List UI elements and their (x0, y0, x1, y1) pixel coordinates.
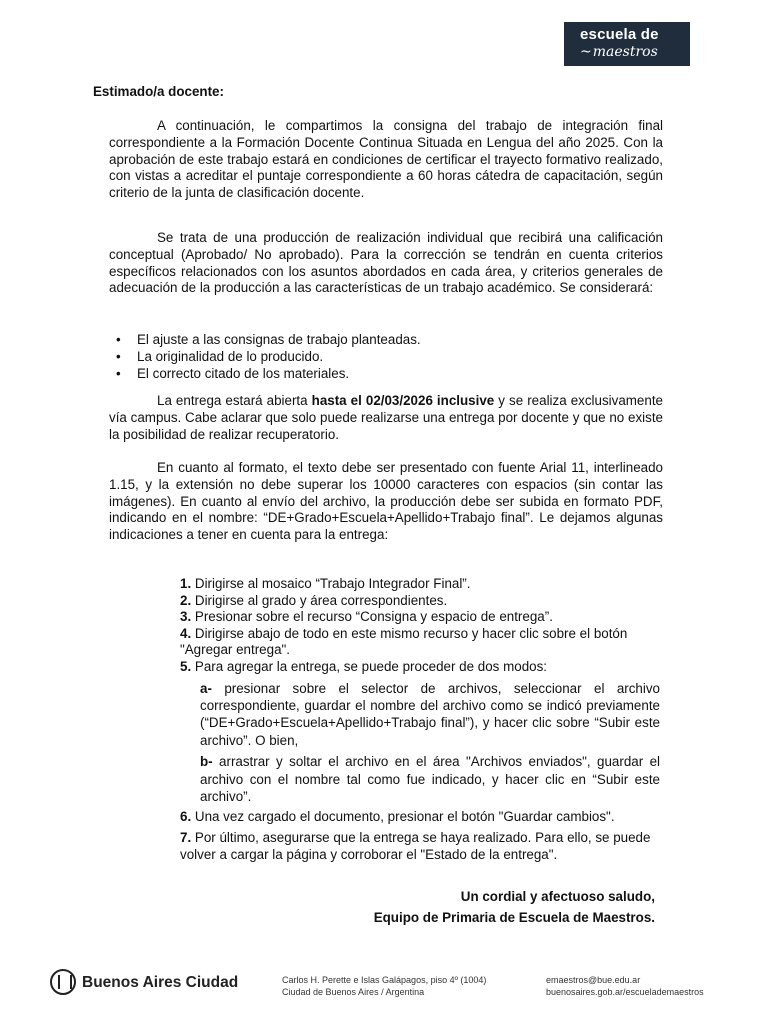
step-item (180, 576, 660, 593)
buenos-aires-emblem-icon (50, 969, 76, 995)
step-item (180, 830, 660, 863)
option-b-text: arrastrar y soltar el archivo en el área "Archivos enviados", guardar el archivo con el nombre tal como fue indicado, y hacer clic en “Subir este archivo”. (200, 754, 660, 804)
step-number: 4. (180, 625, 192, 641)
step-text: Por último, asegurarse que la entrega se haya realizado. Para ello, se puede volver a cargar la página y corroborar el "Estado de la entrega". (180, 830, 651, 862)
list-item: • La originalidad de lo producido. (116, 348, 616, 365)
step-text: Presionar sobre el recurso “Consigna y espacio de entrega”. (191, 609, 553, 625)
buenos-aires-brand: Buenos Aires Ciudad (82, 974, 239, 991)
paragraph-format: En cuanto al formato, el texto debe ser presentado con fuente Arial 11, interlineado 1.15, y la extensión no debe superar los 10000 caracteres con espacios (sin contar las imágenes). En cuanto al envío del archivo, la producción debe ser subida en formato PDF, indicando en el nombre: “DE+Grado+Escuela+Apellido+Trabajo final”. Le dejamos algunas indicaciones a tener en cuenta para la entrega: (109, 460, 663, 543)
deadline-text-after: y se realiza exclusivamente vía campus. Cabe aclarar que solo puede realizarse una entrega por docente y que no existe la posibilidad de realizar recuperatorio. (109, 393, 663, 442)
footer-contact (546, 974, 704, 998)
step-number: 5. (180, 658, 192, 674)
logo-line-1: escuela de (580, 26, 659, 43)
step-number: 7. (180, 830, 192, 845)
submission-steps (180, 576, 660, 863)
signature-block (374, 886, 655, 928)
address-line-1: Carlos H. Perette e Islas Galápagos, piso 4º (1004) (282, 975, 487, 985)
step-item (180, 609, 660, 626)
closing-team: Equipo de Primaria de Escuela de Maestros. (373, 910, 655, 925)
page-footer (0, 965, 768, 1005)
footer-address (282, 974, 486, 998)
option-a-text: presionar sobre el selector de archivos, seleccionar el archivo correspondiente, guardar el nombre del archivo como se indicó previamente (“DE+Grado+Escuela+Apellido+Trabajo final”), y hacer clic sobre “Subir este archivo”. O bien, (200, 680, 660, 748)
step-item (180, 659, 660, 676)
paragraph-evaluation: Se trata de una producción de realización individual que recibirá una calificación conceptual (Aprobado/ No aprobado). Para la corrección se tendrán en cuenta criterios específicos relacionados con los asuntos abordados en cada área, y criterios generales de adecuación de la producción a las características de un trabajo académico. Se considerará: (109, 230, 663, 296)
option-b-label: b- (200, 754, 213, 770)
logo-line-2-text: maestros (592, 44, 658, 60)
step-item (180, 593, 660, 610)
deadline-date: hasta el 02/03/2026 inclusive (311, 393, 495, 408)
logo-wave-mark: ~ (580, 44, 592, 60)
contact-email: emaestros@bue.edu.ar (546, 975, 641, 985)
logo-line-2 (580, 43, 690, 61)
step-text: Dirigirse al mosaico “Trabajo Integrador Final”. (191, 576, 471, 591)
address-line-2: Ciudad de Buenos Aires / Argentina (282, 987, 425, 997)
list-item: • El ajuste a las consignas de trabajo planteadas. (116, 331, 616, 348)
step-item (180, 809, 660, 826)
option-a (200, 680, 660, 750)
step-text: Una vez cargado el documento, presionar el botón "Guardar cambios". (191, 809, 615, 825)
criteria-list (116, 331, 616, 382)
paragraph-intro: A continuación, le compartimos la consigna del trabajo de integración final correspondiente a la Formación Docente Continua Situada en Lengua del año 2025. Con la aprobación de este trabajo estará en condiciones de certificar el trayecto formativo realizado, con vistas a acreditar el puntaje correspondiente a 60 horas cátedra de capacitación, según criterio de la junta de clasificación docente. (109, 118, 663, 201)
deadline-text-before: La entrega estará abierta (157, 393, 312, 408)
option-a-label: a- (200, 680, 212, 696)
list-item: • El correcto citado de los materiales. (116, 365, 616, 382)
greeting: Estimado/a docente: (93, 84, 224, 99)
step-text: Para agregar la entrega, se puede proceder de dos modos: (191, 658, 547, 674)
step-item (180, 626, 660, 659)
step-text: Dirigirse al grado y área correspondientes. (191, 592, 448, 608)
step-number: 3. (180, 609, 192, 625)
closing-greeting: Un cordial y afectuoso saludo, (460, 889, 655, 904)
option-b (200, 753, 660, 805)
step-text: Dirigirse abajo de todo en este mismo recurso y hacer clic sobre el botón "Agregar entrega". (180, 625, 628, 658)
step-number: 2. (180, 592, 192, 608)
escuela-de-maestros-logo (564, 22, 690, 66)
step-number: 1. (180, 576, 192, 591)
step-number: 6. (180, 809, 192, 825)
contact-web: buenosaires.gob.ar/escuelademaestros (546, 987, 704, 997)
paragraph-deadline (109, 393, 663, 443)
